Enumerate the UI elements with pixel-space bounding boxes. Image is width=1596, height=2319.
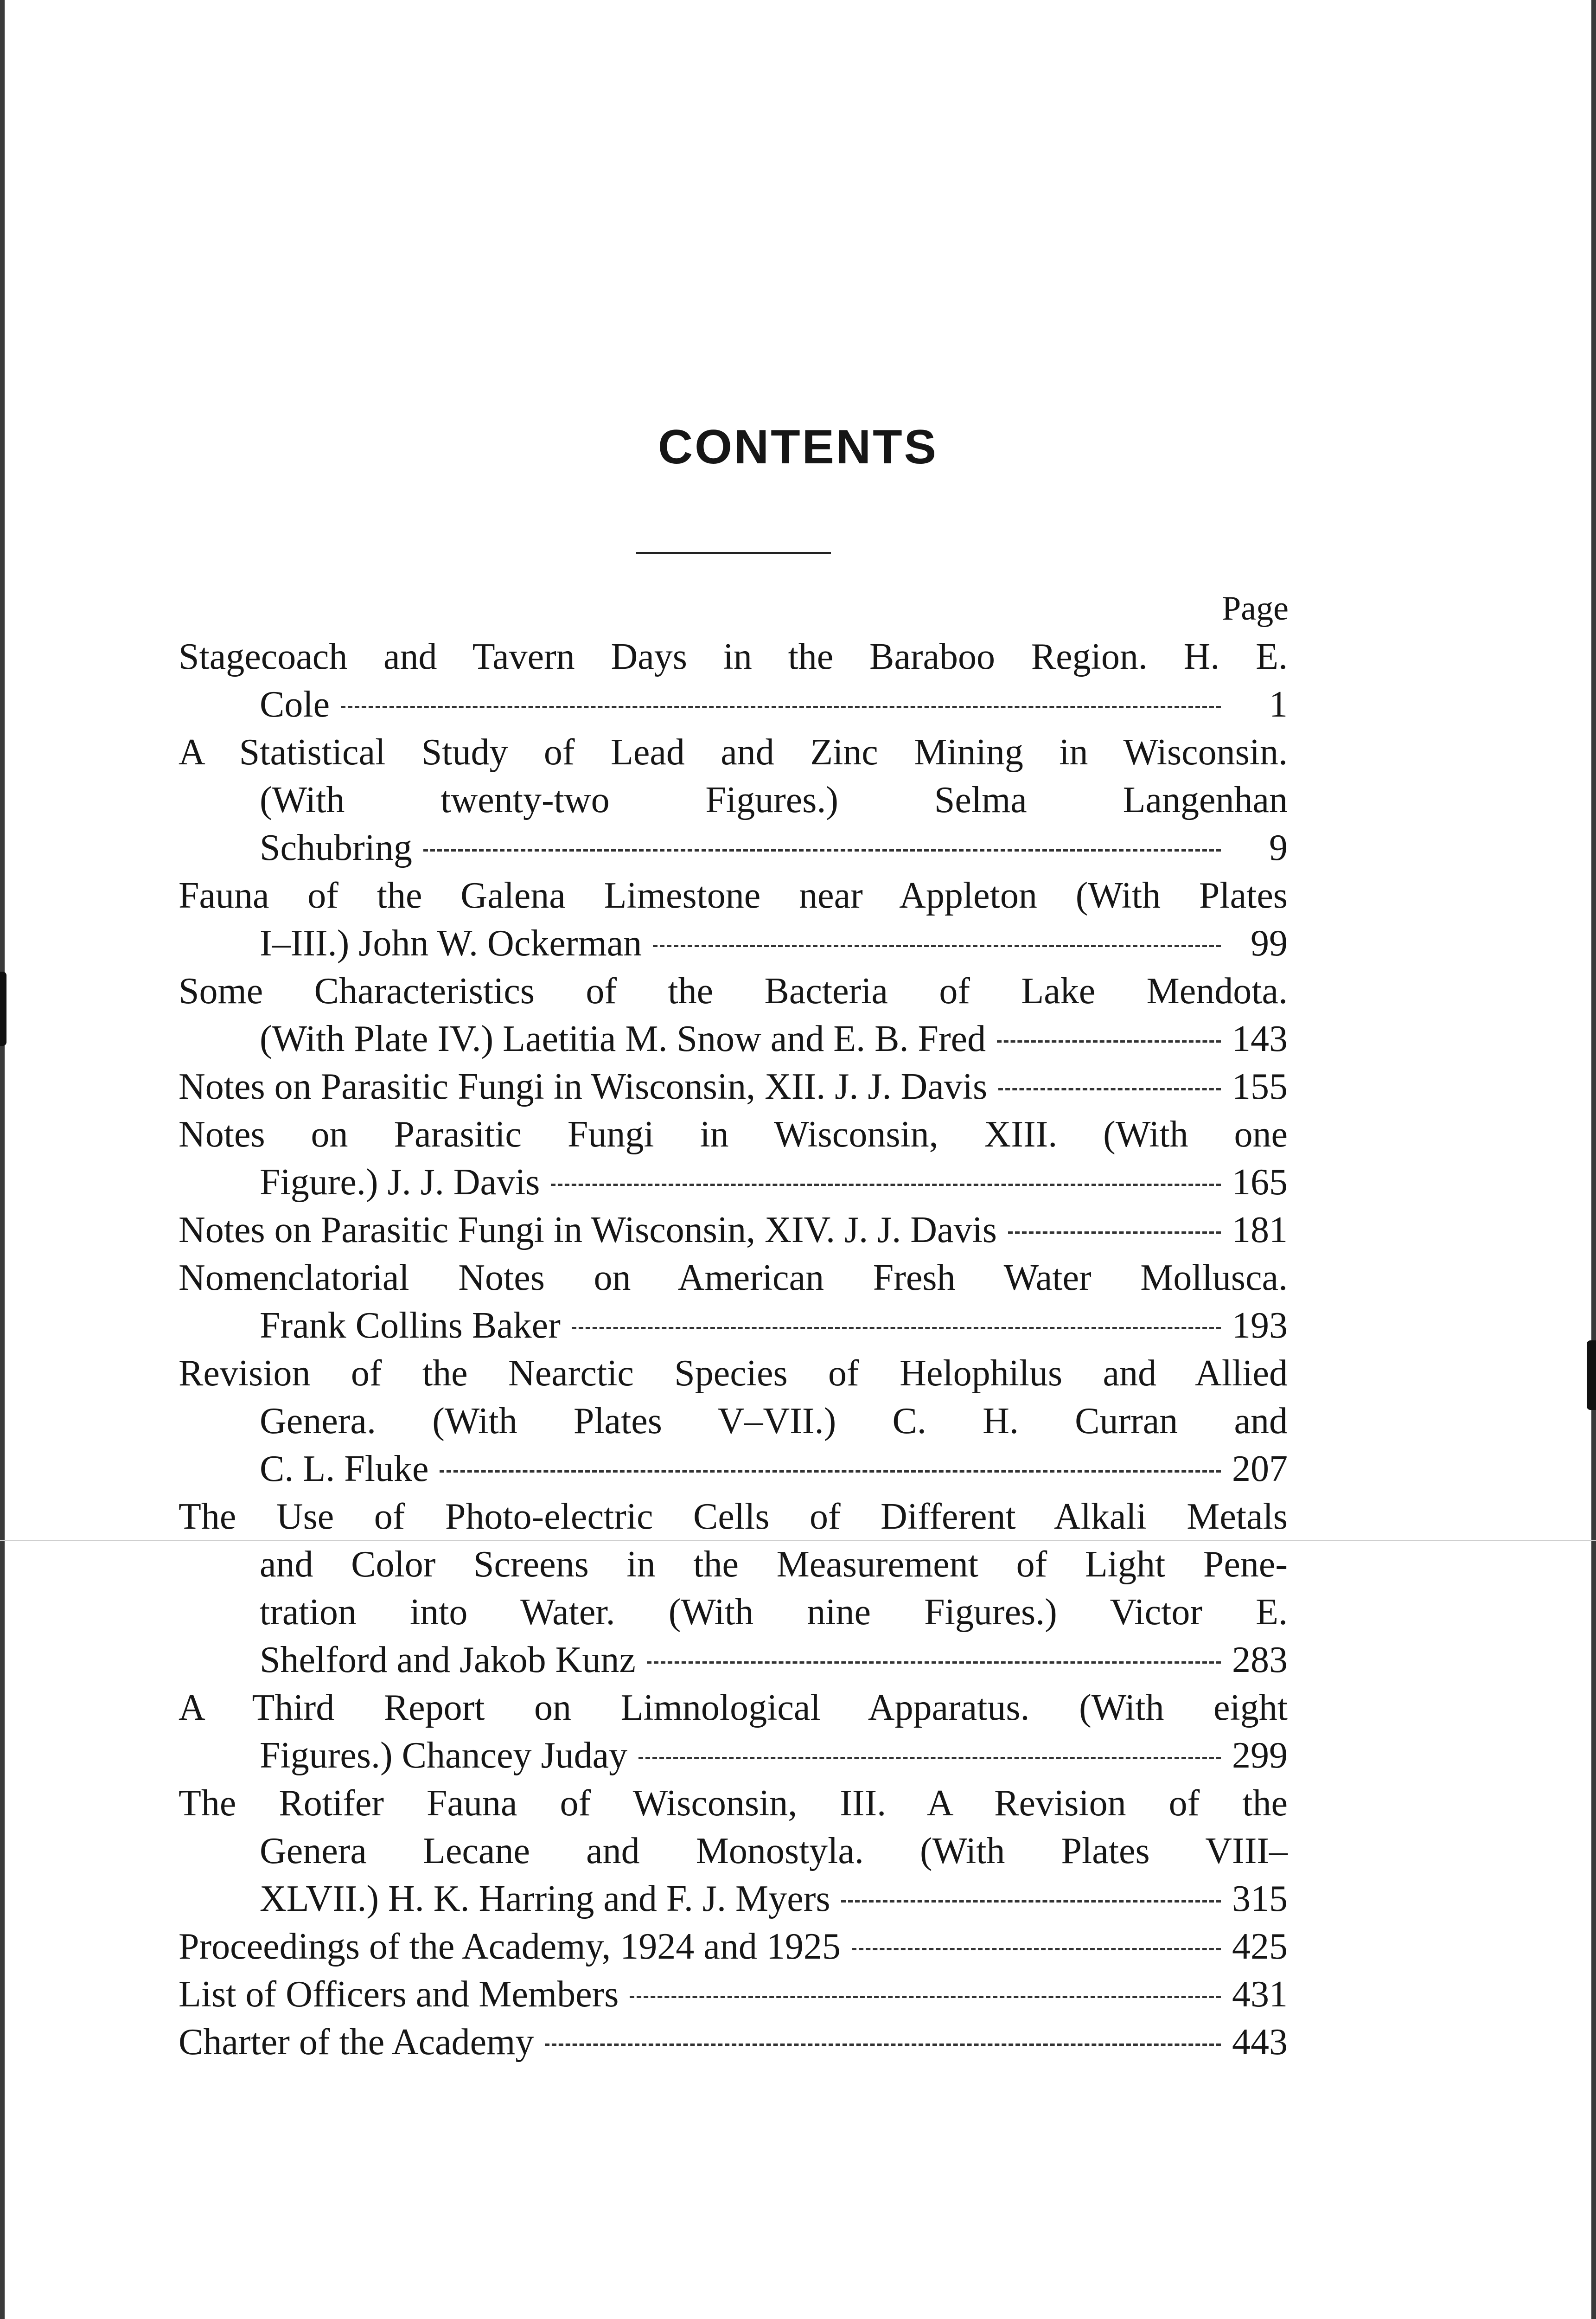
binding-mark-right (1587, 1340, 1596, 1410)
dot-leader (998, 1088, 1221, 1090)
dot-leader (852, 1948, 1221, 1950)
toc-entry-line: and Color Screens in the Measurement of Light Pene- (260, 1544, 1288, 1585)
toc-entry-final-line (179, 1206, 1288, 1254)
toc-page-number: 443 (1232, 2022, 1288, 2063)
toc-page-number: 9 (1269, 827, 1288, 868)
toc-entry (179, 967, 1288, 1063)
toc-entry-line: The Use of Photo-electric Cells of Different Alkali Metals (179, 1496, 1288, 1537)
toc-page-number: 299 (1232, 1735, 1288, 1776)
toc-entry-text: Proceedings of the Academy, 1924 and 1925 (179, 1926, 841, 1967)
toc-entry-line: Fauna of the Galena Limestone near Appleton (With Plates (179, 875, 1288, 916)
toc-entry-final-line (179, 1971, 1288, 2018)
toc-entry-line: Notes on Parasitic Fungi in Wisconsin, XIII. (With one (179, 1114, 1288, 1155)
dot-leader (647, 1661, 1221, 1664)
toc-page-number: 165 (1232, 1162, 1288, 1203)
toc-entry-text: Figures.) Chancey Juday (260, 1735, 628, 1776)
toc-entry (179, 1971, 1288, 2018)
toc-entry-final-line (179, 1015, 1288, 1063)
toc-entry-final-line (179, 681, 1288, 729)
toc-entry-text: Notes on Parasitic Fungi in Wisconsin, XII. J. J. Davis (179, 1066, 988, 1107)
toc-entry-line: Genera. (With Plates V–VII.) C. H. Curran and (260, 1401, 1288, 1441)
toc-entry (179, 872, 1288, 967)
toc-page-number: 315 (1232, 1878, 1288, 1919)
toc-entry-line: A Statistical Study of Lead and Zinc Mining in Wisconsin. (179, 732, 1288, 773)
toc-page-number: 283 (1232, 1640, 1288, 1680)
toc-page-number: 1 (1269, 684, 1288, 725)
toc-entry-line: Stagecoach and Tavern Days in the Baraboo Region. H. E. (179, 636, 1288, 677)
page-title: CONTENTS (658, 420, 938, 474)
toc-page-number: 193 (1232, 1305, 1288, 1346)
dot-leader (841, 1900, 1221, 1903)
scan-edge-right (1591, 0, 1596, 2319)
toc-entry-final-line (179, 824, 1288, 872)
toc-entry-line: tration into Water. (With nine Figures.) Victor E. (260, 1592, 1288, 1633)
dot-leader (630, 1996, 1221, 1998)
toc-entry (179, 2018, 1288, 2066)
toc-entry-final-line (179, 1159, 1288, 1206)
toc-entry-line: (With twenty-two Figures.) Selma Langenhan (260, 780, 1288, 820)
toc-entry-text: Frank Collins Baker (260, 1305, 561, 1346)
dot-leader (1008, 1231, 1221, 1234)
toc-page-number: 431 (1232, 1974, 1288, 2015)
toc-entry-final-line (179, 920, 1288, 967)
toc-entry-text: C. L. Fluke (260, 1448, 429, 1489)
toc-page-number: 181 (1232, 1210, 1288, 1250)
toc-entry-text: Cole (260, 684, 330, 725)
toc-page-number: 143 (1232, 1019, 1288, 1059)
toc-entry-line: Nomenclatorial Notes on American Fresh Water Mollusca. (179, 1257, 1288, 1298)
dot-leader (423, 849, 1221, 852)
toc-entry (179, 633, 1288, 729)
toc-entry-final-line (179, 1732, 1288, 1780)
toc-entry-final-line (179, 1923, 1288, 1971)
toc-entry-text: Charter of the Academy (179, 2022, 534, 2063)
toc-entry (179, 1111, 1288, 1206)
dot-leader (440, 1470, 1221, 1473)
toc-entry (179, 1923, 1288, 1971)
toc-entry-line: Revision of the Nearctic Species of Helophilus and Allied (179, 1353, 1288, 1394)
toc-entry-final-line (179, 1063, 1288, 1111)
toc-entry-line: Some Characteristics of the Bacteria of Lake Mendota. (179, 971, 1288, 1012)
table-of-contents (179, 633, 1288, 2066)
dot-leader (572, 1327, 1221, 1329)
toc-entry (179, 729, 1288, 872)
toc-entry-text: Notes on Parasitic Fungi in Wisconsin, XIV. J. J. Davis (179, 1210, 997, 1250)
toc-entry (179, 1350, 1288, 1493)
toc-entry (179, 1254, 1288, 1350)
toc-entry-final-line (179, 1636, 1288, 1684)
toc-entry-line: The Rotifer Fauna of Wisconsin, III. A Revision of the (179, 1783, 1288, 1824)
toc-entry (179, 1063, 1288, 1111)
toc-entry (179, 1493, 1288, 1684)
toc-entry-final-line (179, 2018, 1288, 2066)
dot-leader (997, 1040, 1221, 1043)
toc-entry-line: Genera Lecane and Monostyla. (With Plates VIII– (260, 1831, 1288, 1871)
dot-leader (341, 706, 1221, 708)
toc-page-number: 99 (1251, 923, 1288, 964)
dot-leader (551, 1184, 1221, 1186)
toc-entry-text: Schubring (260, 827, 412, 868)
toc-page-number: 207 (1232, 1448, 1288, 1489)
toc-entry (179, 1206, 1288, 1254)
scan-edge-left (0, 0, 5, 2319)
toc-entry-text: (With Plate IV.) Laetitia M. Snow and E. B. Fred (260, 1019, 986, 1059)
toc-entry-text: Figure.) J. J. Davis (260, 1162, 540, 1203)
toc-page-number: 425 (1232, 1926, 1288, 1967)
toc-entry-text: List of Officers and Members (179, 1974, 619, 2015)
dot-leader (638, 1757, 1221, 1759)
toc-entry (179, 1780, 1288, 1923)
dot-leader (545, 2044, 1221, 2046)
toc-entry-text: Shelford and Jakob Kunz (260, 1640, 636, 1680)
toc-entry-final-line (179, 1875, 1288, 1923)
toc-entry-final-line (179, 1302, 1288, 1350)
toc-entry-text: I–III.) John W. Ockerman (260, 923, 642, 964)
toc-entry-line: A Third Report on Limnological Apparatus. (With eight (179, 1687, 1288, 1728)
toc-entry-text: XLVII.) H. K. Harring and F. J. Myers (260, 1878, 830, 1919)
binding-mark-left (0, 972, 6, 1046)
title-rule (636, 552, 831, 554)
toc-entry (179, 1684, 1288, 1780)
toc-page-number: 155 (1232, 1066, 1288, 1107)
dot-leader (653, 945, 1221, 947)
page-column-label: Page (1222, 589, 1289, 628)
toc-entry-final-line (179, 1445, 1288, 1493)
